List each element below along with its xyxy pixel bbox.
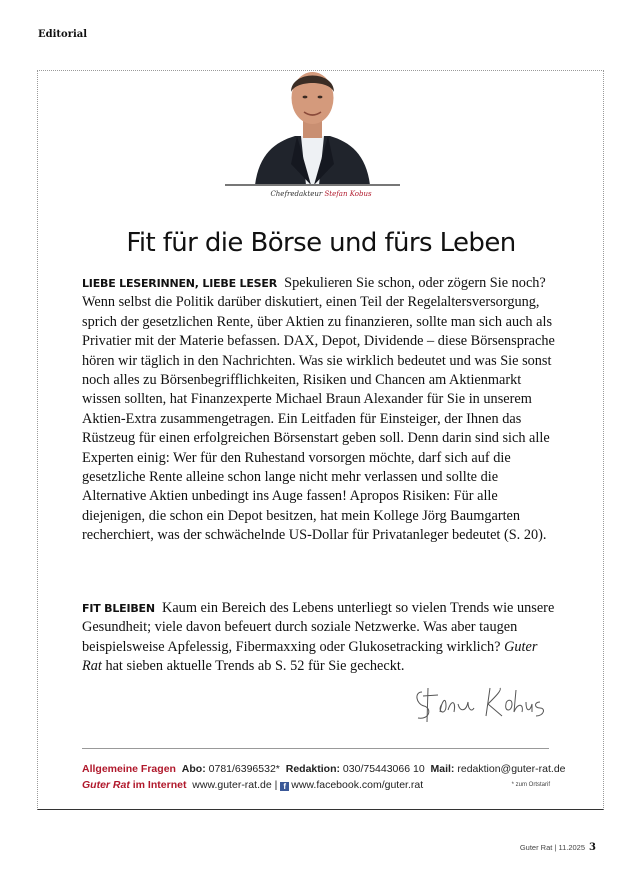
headline: Fit für die Börse und fürs Leben [126, 228, 516, 258]
photo-caption [0, 190, 642, 198]
handwritten-signature [412, 682, 552, 724]
general-questions-label: Allgemeine Fragen [82, 763, 176, 775]
paragraph-2-text-end: hat sieben aktuelle Trends ab S. 52 für Sie gecheckt. [105, 658, 405, 675]
section-label: Editorial [38, 29, 88, 40]
abo-phone[interactable]: 0781/6396532* [208, 763, 280, 775]
page-number: 3 [589, 842, 596, 853]
internet-label: im Internet [132, 779, 187, 791]
redaktion-label: Redaktion: [285, 763, 340, 775]
caption-name: Stefan Kobus [324, 190, 372, 198]
facebook-icon: f [280, 782, 289, 791]
contact-line [82, 763, 566, 775]
abo-label: Abo: [181, 763, 206, 775]
internet-line [82, 779, 423, 791]
footer-rule [82, 748, 549, 749]
page-footer [520, 842, 596, 853]
separator: | [274, 779, 278, 791]
issue-label: Guter Rat | 11.2025 [519, 843, 586, 852]
paragraph-1-lead: LIEBE LESERINNEN, LIEBE LESER [82, 277, 277, 290]
paragraph-1-text: Spekulieren Sie schon, oder zögern Sie noch? Wenn selbst die Politik darüber diskutiert, einen Teil der Regelaltersversorgung, sprich der gesetzlichen Rente, über Aktien zu finanzieren, sollte man sich auch als Privatier mit der Materie befassen. DAX, Depot, Dividende – diese Börsensprache hören wir täglich in den Nachrichten. Was sie wirklich bedeutet und was Sie sonst noch alles zu Börsenbegrifflichkeiten, Risiken und Chancen am Aktienmarkt wissen sollten, hat Finanzexperte Michael Braun Alexander für Sie in unserem Aktien-Extra zusammengetragen. Ein Leitfaden für Einsteiger, der Ihnen das Rüstzeug für einen erfolgreichen Börsenstart geben soll. Denn darin sind sich alle Experten einig: Wer für den Ruhestand vorsorgen möchte, darf sich auf die gesetzliche Rente alleine schon lange nicht mehr verlassen und sollte die Alternative Aktien unbedingt ins Auge fassen! Apropos Risiken: Für alle diejenigen, die schon ein Depot besitzen, hat mein Kollege Jörg Baumgarten recherchiert, was der schwächelnde US-Dollar für Privatanleger bedeutet (S. 20). [82, 275, 555, 544]
paragraph-1 [82, 274, 560, 546]
paragraph-2 [82, 599, 560, 677]
paragraph-2-text: Kaum ein Bereich des Lebens unterliegt so vielen Trends wie unsere Gesundheit; viele davon befeuert durch soziale Netzwerke. Was aber taugen beispielsweise Apfelessig, Fibermaxxing oder Glukosetracking wirklich? [82, 600, 555, 655]
redaktion-phone[interactable]: 030/75443066 10 [342, 763, 425, 775]
caption-role: Chefredakteur [270, 190, 323, 198]
mail-address[interactable]: redaktion@guter-rat.de [457, 763, 566, 775]
internet-brand: Guter Rat [82, 779, 130, 791]
facebook-link[interactable]: www.facebook.com/guter.rat [291, 779, 424, 791]
brand-mention: Guter Rat [82, 638, 538, 675]
photo-underline [225, 184, 400, 186]
tarif-note: * zum Ortstarif [511, 782, 550, 788]
mail-label: Mail: [430, 763, 455, 775]
editor-portrait [225, 54, 400, 185]
paragraph-2-lead: FIT BLEIBEN [82, 602, 155, 615]
website-link[interactable]: www.guter-rat.de [192, 779, 272, 791]
